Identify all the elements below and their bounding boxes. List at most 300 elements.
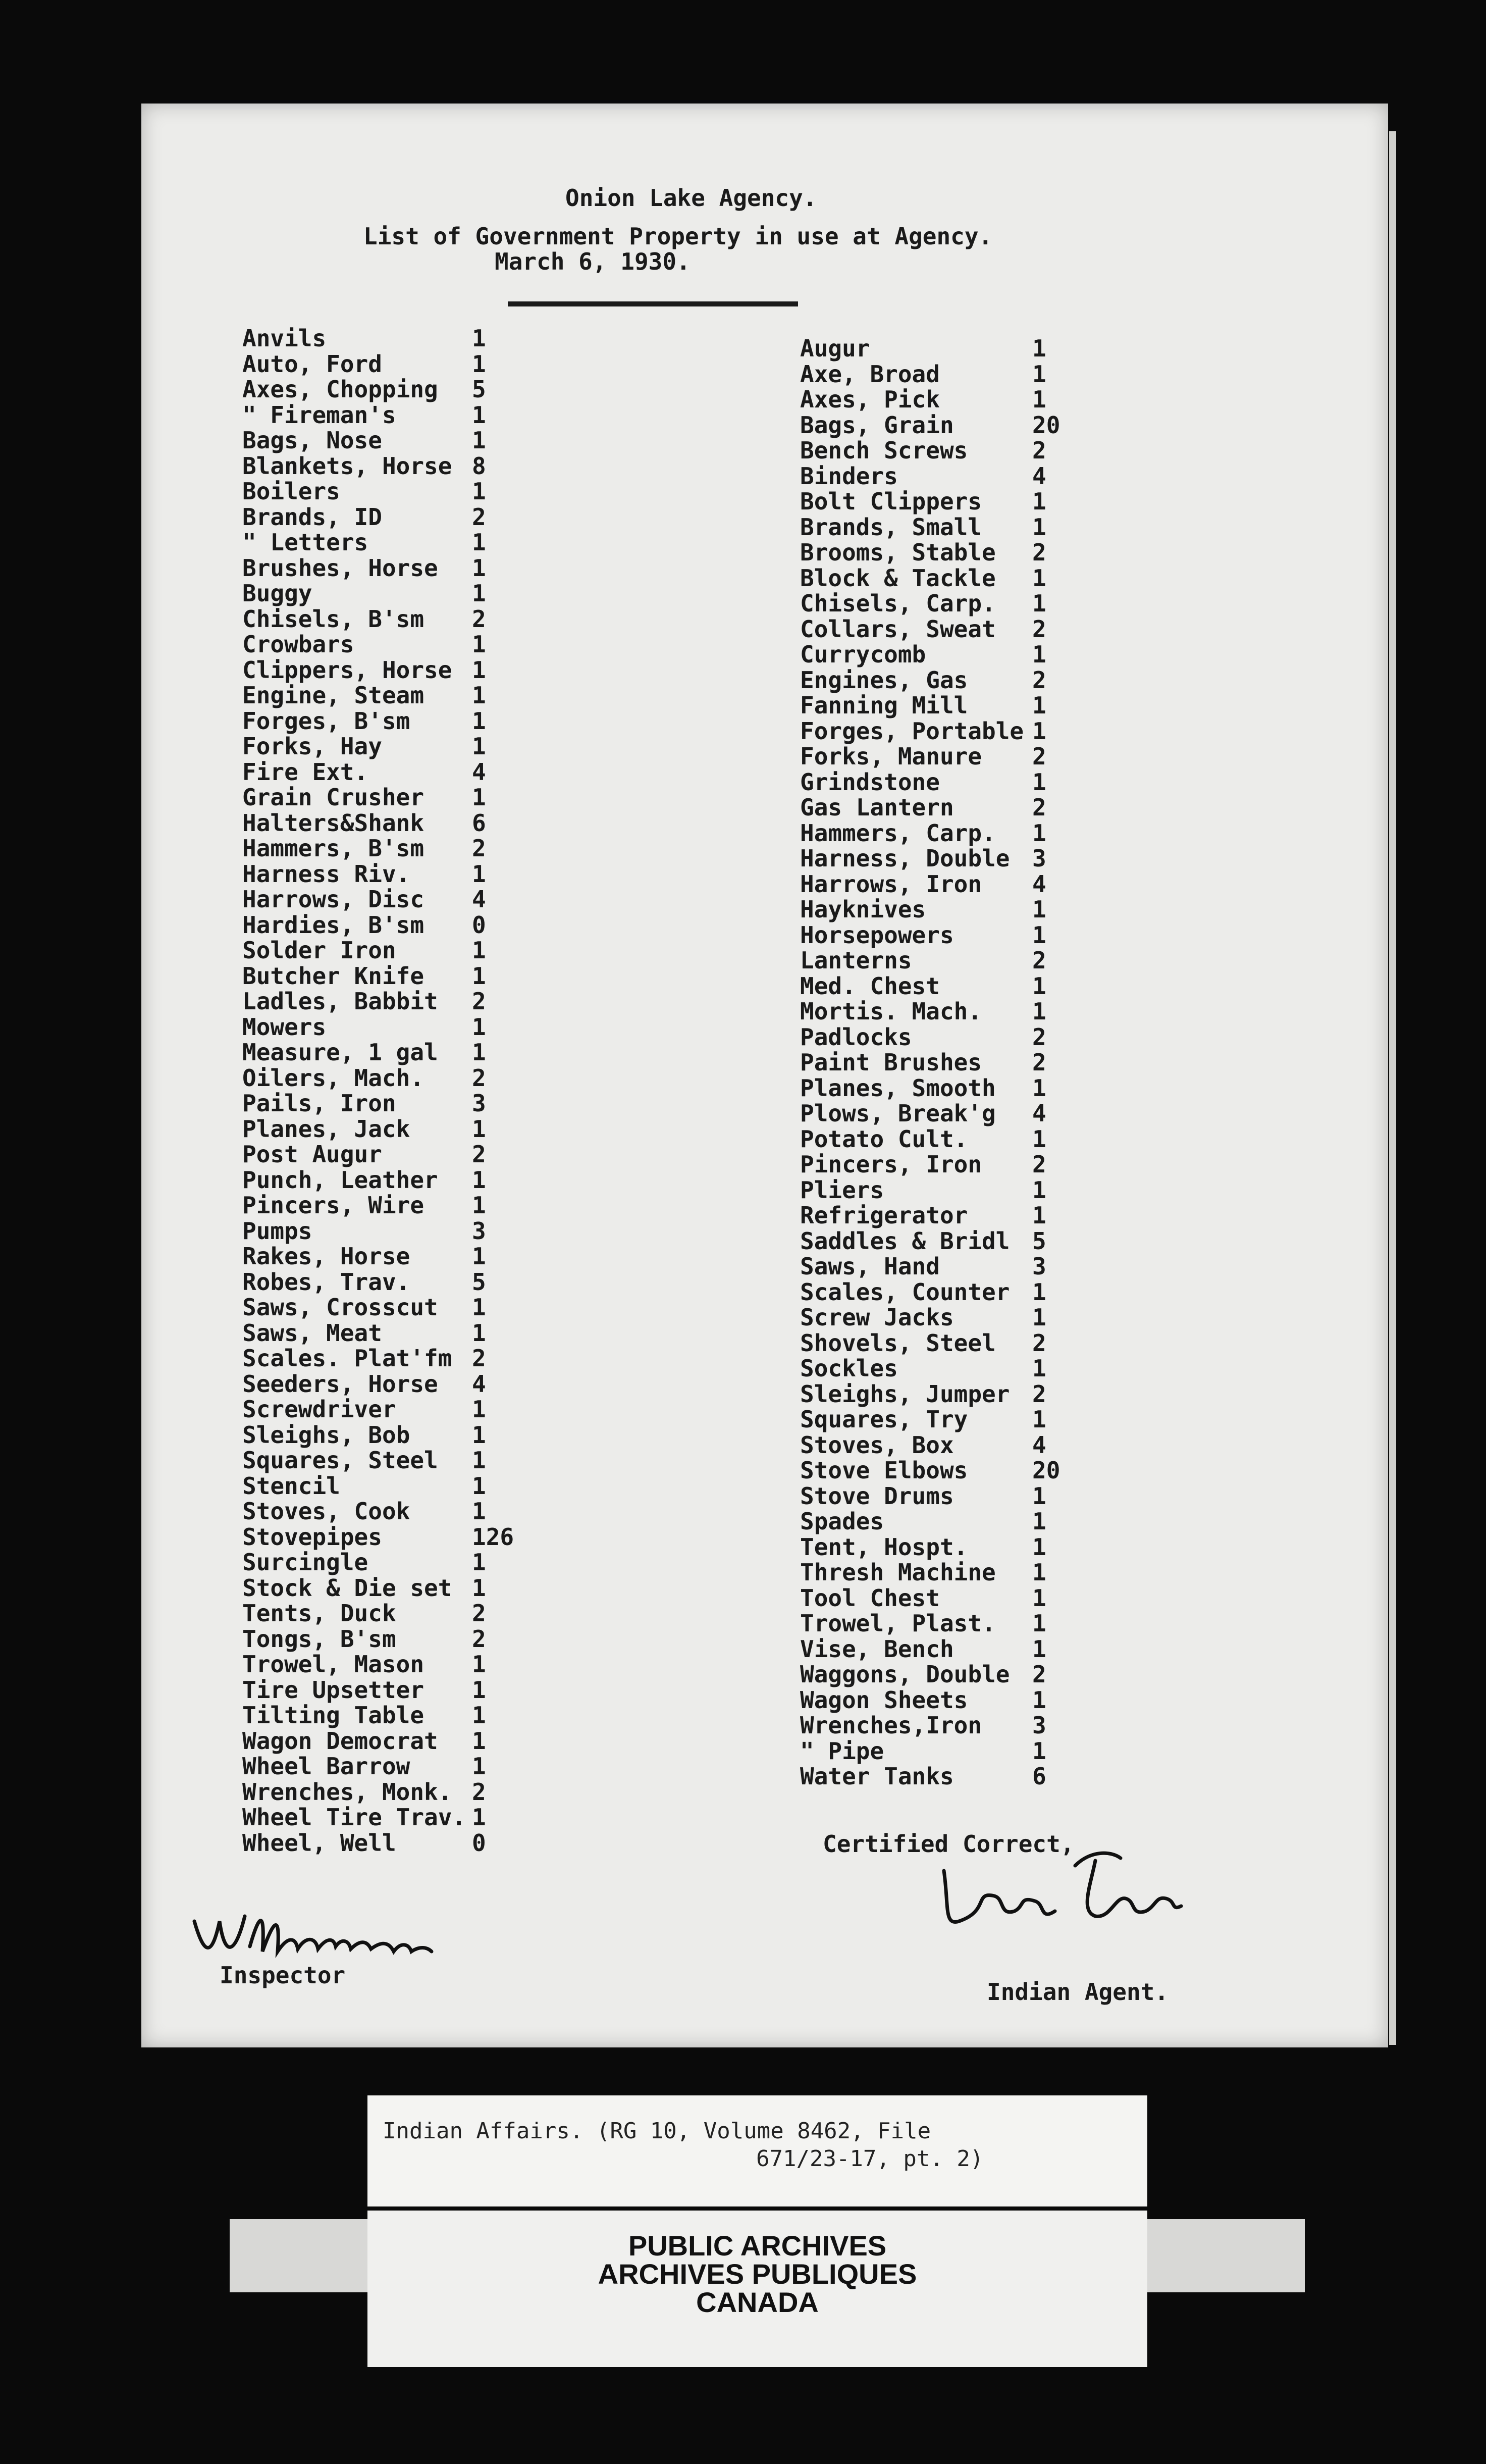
inspector-title: Inspector [220, 1962, 346, 1989]
item-quantity: 1 [1032, 590, 1046, 617]
inventory-row [242, 1652, 533, 1677]
item-quantity: 2 [472, 1600, 486, 1627]
inventory-row [242, 785, 533, 810]
item-name: Harness, Double [800, 845, 1010, 872]
item-name: Tool Chest [800, 1584, 940, 1612]
item-quantity: 20 [1032, 1457, 1060, 1484]
item-name: Halters&Shank [242, 809, 424, 837]
item-name: Seeders, Horse [242, 1370, 438, 1398]
inventory-row [800, 846, 1093, 871]
certification-text: Certified Correct, [823, 1830, 1075, 1858]
inventory-row [242, 1473, 533, 1499]
item-name: Oilers, Mach. [242, 1064, 424, 1092]
item-name: Brands, Small [800, 513, 982, 541]
item-quantity: 1 [472, 1727, 486, 1755]
inventory-row [242, 1167, 533, 1193]
inventory-row [800, 1228, 1093, 1254]
item-quantity: 1 [1032, 1610, 1046, 1637]
item-quantity: 1 [1032, 564, 1046, 592]
item-name: Trowel, Mason [242, 1651, 424, 1678]
item-quantity: 6 [1032, 1763, 1046, 1790]
item-name: Planes, Jack [242, 1115, 410, 1143]
agent-signature [929, 1835, 1191, 1946]
item-quantity: 2 [472, 605, 486, 633]
item-quantity: 2 [472, 835, 486, 862]
item-name: Grain Crusher [242, 784, 424, 811]
item-quantity: 4 [1032, 870, 1046, 898]
inventory-row [800, 1483, 1093, 1509]
inventory-row [242, 989, 533, 1014]
inventory-row [800, 1687, 1093, 1713]
item-name: Mowers [242, 1013, 327, 1041]
inventory-row [800, 591, 1093, 617]
item-quantity: 1 [472, 1574, 486, 1602]
item-name: Stove Elbows [800, 1457, 968, 1484]
item-quantity: 1 [1032, 819, 1046, 847]
inventory-row [800, 999, 1093, 1024]
item-name: Auto, Ford [242, 350, 382, 378]
item-quantity: 6 [472, 809, 486, 837]
item-quantity: 2 [1032, 947, 1046, 974]
right-inventory-column [800, 336, 1093, 1789]
item-quantity: 5 [1032, 1227, 1046, 1255]
item-quantity: 1 [472, 733, 486, 760]
item-quantity: 1 [472, 478, 486, 505]
inventory-row [242, 1091, 533, 1116]
inventory-row [800, 1713, 1093, 1738]
inventory-row [242, 1448, 533, 1473]
item-quantity: 1 [472, 1447, 486, 1474]
inventory-row [800, 693, 1093, 718]
item-name: Rakes, Horse [242, 1243, 410, 1270]
inventory-row [242, 377, 533, 402]
item-name: Engines, Gas [800, 666, 968, 694]
item-quantity: 2 [1032, 1151, 1046, 1178]
item-name: Sleighs, Bob [242, 1421, 410, 1449]
item-name: Solder Iron [242, 937, 396, 964]
item-quantity: 0 [472, 911, 486, 939]
item-name: " Letters [242, 529, 368, 556]
item-quantity: 1 [472, 1702, 486, 1729]
item-quantity: 1 [1032, 921, 1046, 949]
inventory-row [800, 871, 1093, 897]
item-name: Tent, Hospt. [800, 1533, 968, 1561]
inventory-row [800, 489, 1093, 515]
item-quantity: 1 [1032, 513, 1046, 541]
inventory-row [242, 1346, 533, 1371]
inventory-row [242, 1830, 533, 1856]
item-quantity: 1 [472, 325, 486, 352]
item-name: Wheel, Well [242, 1829, 396, 1857]
inventory-row [242, 606, 533, 632]
inventory-row [800, 1560, 1093, 1585]
inventory-row [242, 1626, 533, 1652]
item-name: Tents, Duck [242, 1600, 396, 1627]
item-name: Paint Brushes [800, 1049, 982, 1076]
item-name: Grindstone [800, 768, 940, 796]
inventory-row [800, 1738, 1093, 1764]
item-name: Sleighs, Jumper [800, 1380, 1010, 1408]
item-name: " Pipe [800, 1737, 884, 1765]
item-quantity: 1 [472, 1651, 486, 1678]
item-name: Stovepipes [242, 1523, 382, 1551]
agent-title: Indian Agent. [987, 1978, 1169, 2006]
item-quantity: 1 [472, 401, 486, 429]
item-name: Squares, Try [800, 1406, 968, 1433]
inventory-row [242, 428, 533, 453]
item-quantity: 4 [472, 886, 486, 913]
inventory-row [800, 718, 1093, 744]
item-name: Boilers [242, 478, 340, 505]
item-quantity: 8 [472, 452, 486, 480]
item-name: Crowbars [242, 631, 354, 658]
item-quantity: 2 [1032, 1380, 1046, 1408]
item-quantity: 1 [1032, 717, 1046, 745]
item-quantity: 2 [1032, 1023, 1046, 1051]
item-name: Padlocks [800, 1023, 912, 1051]
item-name: Hayknives [800, 896, 926, 923]
inventory-row [242, 1065, 533, 1091]
item-name: Screw Jacks [800, 1304, 954, 1331]
inventory-row [242, 1014, 533, 1040]
item-name: Forges, Portable [800, 717, 1024, 745]
item-quantity: 1 [1032, 1202, 1046, 1229]
item-quantity: 1 [1032, 1584, 1046, 1612]
item-name: Brushes, Horse [242, 554, 438, 582]
item-name: Hammers, Carp. [800, 819, 996, 847]
item-name: Collars, Sweat [800, 615, 996, 643]
inventory-row [800, 1356, 1093, 1381]
inventory-row [800, 668, 1093, 693]
item-quantity: 1 [1032, 360, 1046, 388]
item-quantity: 4 [1032, 462, 1046, 490]
inventory-row [242, 1371, 533, 1397]
inventory-row [242, 1524, 533, 1550]
item-quantity: 2 [1032, 666, 1046, 694]
archive-stamp-line-2: ARCHIVES PUBLIQUES [598, 2258, 917, 2290]
item-quantity: 1 [472, 1396, 486, 1423]
item-name: Trowel, Plast. [800, 1610, 996, 1637]
inventory-row [800, 336, 1093, 362]
page-edge [1389, 131, 1396, 2045]
item-name: Potato Cult. [800, 1125, 968, 1153]
item-name: Punch, Leather [242, 1166, 438, 1194]
item-quantity: 1 [472, 1039, 486, 1066]
item-name: Wrenches,Iron [800, 1712, 982, 1739]
item-quantity: 1 [472, 1166, 486, 1194]
item-quantity: 1 [1032, 1686, 1046, 1714]
inventory-row [242, 1116, 533, 1142]
inventory-row [800, 1305, 1093, 1330]
item-quantity: 1 [1032, 692, 1046, 719]
item-name: Wheel Barrow [242, 1753, 410, 1780]
item-name: Harrows, Disc [242, 886, 424, 913]
inventory-row [800, 1764, 1093, 1789]
archive-stamp-line-3: CANADA [696, 2286, 819, 2318]
item-quantity: 2 [1032, 539, 1046, 566]
inventory-row [800, 540, 1093, 566]
item-name: Clippers, Horse [242, 656, 452, 684]
reference-line-1: Indian Affairs. (RG 10, Volume 8462, File [383, 2118, 931, 2144]
item-name: Pincers, Wire [242, 1192, 424, 1219]
reference-card [367, 2095, 1147, 2206]
item-name: Pails, Iron [242, 1090, 396, 1117]
item-quantity: 2 [1032, 615, 1046, 643]
document-page [141, 104, 1388, 2047]
item-name: Horsepowers [800, 921, 954, 949]
inventory-row [242, 836, 533, 861]
inventory-row [800, 464, 1093, 489]
item-quantity: 1 [1032, 1278, 1046, 1306]
inventory-row [242, 1320, 533, 1346]
inventory-row [242, 581, 533, 606]
item-quantity: 1 [472, 1115, 486, 1143]
inventory-row [800, 387, 1093, 413]
inventory-row [800, 1432, 1093, 1458]
title-underline [508, 301, 798, 306]
item-name: Saws, Crosscut [242, 1294, 438, 1321]
inventory-row [242, 1499, 533, 1524]
inventory-row [800, 362, 1093, 387]
item-name: Harness Riv. [242, 860, 410, 888]
inventory-row [242, 1218, 533, 1244]
archive-stamp-line-1: PUBLIC ARCHIVES [628, 2230, 887, 2262]
item-quantity: 1 [1032, 641, 1046, 668]
item-quantity: 1 [472, 962, 486, 990]
inventory-row [242, 504, 533, 530]
inventory-row [242, 1728, 533, 1754]
item-quantity: 1 [472, 1753, 486, 1780]
document-title: List of Government Property in use at Agency. [363, 223, 993, 250]
item-quantity: 1 [472, 1472, 486, 1500]
item-quantity: 20 [1032, 411, 1060, 439]
inventory-row [242, 708, 533, 734]
item-quantity: 1 [472, 1421, 486, 1449]
item-quantity: 1 [1032, 1304, 1046, 1331]
inventory-row [800, 1636, 1093, 1662]
left-inventory-column [242, 326, 533, 1856]
item-name: Blankets, Horse [242, 452, 452, 480]
item-quantity: 1 [1032, 1737, 1046, 1765]
item-name: Engine, Steam [242, 682, 424, 709]
item-quantity: 1 [1032, 1635, 1046, 1663]
inventory-row [800, 1279, 1093, 1305]
inventory-row [242, 810, 533, 836]
item-quantity: 1 [472, 1804, 486, 1831]
inventory-row [242, 1244, 533, 1269]
item-name: Sockles [800, 1355, 898, 1382]
item-quantity: 1 [1032, 1482, 1046, 1510]
item-quantity: 1 [472, 1243, 486, 1270]
item-quantity: 1 [1032, 1355, 1046, 1382]
inventory-row [242, 1703, 533, 1728]
inventory-row [242, 1754, 533, 1779]
item-quantity: 1 [1032, 488, 1046, 515]
item-name: Surcingle [242, 1549, 368, 1576]
item-name: Wrenches, Monk. [242, 1778, 452, 1806]
item-name: Stencil [242, 1472, 340, 1500]
item-name: Wagon Sheets [800, 1686, 968, 1714]
item-quantity: 1 [1032, 1406, 1046, 1433]
item-name: Saws, Meat [242, 1319, 382, 1347]
inventory-row [800, 820, 1093, 846]
inventory-row [800, 438, 1093, 464]
item-quantity: 1 [472, 529, 486, 556]
item-name: Waggons, Double [800, 1661, 1010, 1688]
inventory-row [242, 1040, 533, 1065]
inventory-row [242, 530, 533, 555]
item-name: Vise, Bench [800, 1635, 954, 1663]
inventory-row [242, 1805, 533, 1830]
item-name: Pumps [242, 1217, 312, 1245]
item-name: Thresh Machine [800, 1559, 996, 1586]
item-quantity: 1 [1032, 1176, 1046, 1204]
item-name: Brands, ID [242, 503, 382, 531]
item-name: Spades [800, 1508, 884, 1535]
inventory-row [800, 1611, 1093, 1636]
item-name: Chisels, B'sm [242, 605, 424, 633]
item-quantity: 1 [472, 350, 486, 378]
item-name: Water Tanks [800, 1763, 954, 1790]
item-quantity: 1 [1032, 1533, 1046, 1561]
item-quantity: 2 [472, 1064, 486, 1092]
inventory-row [242, 938, 533, 963]
item-quantity: 1 [472, 554, 486, 582]
item-name: Tongs, B'sm [242, 1625, 396, 1653]
inventory-row [242, 683, 533, 708]
inventory-row [242, 912, 533, 938]
inventory-row [242, 1550, 533, 1575]
item-name: Scales, Counter [800, 1278, 1010, 1306]
item-quantity: 3 [1032, 845, 1046, 872]
item-name: Pliers [800, 1176, 884, 1204]
inventory-row [242, 1142, 533, 1167]
item-name: Med. Chest [800, 972, 940, 1000]
item-name: Bags, Grain [800, 411, 954, 439]
inventory-row [242, 351, 533, 377]
item-quantity: 1 [1032, 1074, 1046, 1102]
inventory-row [800, 1509, 1093, 1534]
inventory-row [800, 744, 1093, 769]
inventory-row [800, 1330, 1093, 1356]
item-name: Shovels, Steel [800, 1329, 996, 1357]
item-name: Axe, Broad [800, 360, 940, 388]
inventory-row [242, 1397, 533, 1422]
item-name: Ladles, Babbit [242, 988, 438, 1015]
item-quantity: 2 [1032, 1661, 1046, 1688]
item-quantity: 1 [472, 1549, 486, 1576]
item-name: Scales. Plat'fm [242, 1345, 452, 1372]
inventory-row [800, 1254, 1093, 1279]
item-quantity: 1 [1032, 386, 1046, 413]
inventory-row [800, 948, 1093, 973]
inventory-row [242, 887, 533, 912]
item-quantity: 1 [472, 784, 486, 811]
inventory-row [800, 1075, 1093, 1101]
item-name: Fanning Mill [800, 692, 968, 719]
item-quantity: 2 [1032, 1049, 1046, 1076]
inventory-row [242, 479, 533, 504]
item-quantity: 1 [472, 656, 486, 684]
item-quantity: 1 [1032, 1125, 1046, 1153]
item-name: Fire Ext. [242, 758, 368, 786]
inventory-row [800, 1585, 1093, 1611]
inventory-row [800, 642, 1093, 668]
item-quantity: 3 [1032, 1712, 1046, 1739]
inventory-row [242, 734, 533, 759]
item-name: Hardies, B'sm [242, 911, 424, 939]
document-date: March 6, 1930. [495, 248, 691, 275]
inventory-row [800, 922, 1093, 948]
inventory-row [242, 963, 533, 989]
item-quantity: 2 [1032, 794, 1046, 821]
inventory-row [242, 759, 533, 785]
inventory-row [242, 1575, 533, 1601]
item-name: Planes, Smooth [800, 1074, 996, 1102]
item-quantity: 1 [472, 682, 486, 709]
item-quantity: 1 [472, 631, 486, 658]
item-quantity: 1 [472, 1319, 486, 1347]
item-quantity: 1 [472, 1498, 486, 1525]
item-name: Buggy [242, 580, 312, 607]
item-name: Wagon Democrat [242, 1727, 438, 1755]
item-quantity: 2 [472, 1625, 486, 1653]
item-quantity: 1 [472, 580, 486, 607]
reference-line-2: 671/23-17, pt. 2) [756, 2146, 984, 2172]
inventory-row [800, 413, 1093, 438]
item-name: Anvils [242, 325, 327, 352]
item-quantity: 2 [472, 503, 486, 531]
inventory-row [242, 632, 533, 657]
item-quantity: 0 [472, 1829, 486, 1857]
item-quantity: 2 [1032, 437, 1046, 464]
item-name: Gas Lantern [800, 794, 954, 821]
inventory-row [800, 1177, 1093, 1203]
inventory-row [800, 1050, 1093, 1075]
item-quantity: 1 [1032, 335, 1046, 362]
item-name: Forges, B'sm [242, 707, 410, 735]
item-quantity: 1 [472, 860, 486, 888]
item-name: Currycomb [800, 641, 926, 668]
item-name: Hammers, B'sm [242, 835, 424, 862]
item-name: Stove Drums [800, 1482, 954, 1510]
inventory-row [242, 402, 533, 428]
item-quantity: 1 [1032, 1508, 1046, 1535]
inventory-row [800, 1381, 1093, 1407]
inventory-row [242, 657, 533, 683]
inventory-row [242, 1269, 533, 1295]
inventory-row [800, 1024, 1093, 1050]
item-quantity: 1 [472, 427, 486, 454]
inventory-row [242, 555, 533, 581]
inventory-row [800, 897, 1093, 922]
item-name: Bolt Clippers [800, 488, 982, 515]
inventory-row [242, 1295, 533, 1320]
inventory-row [242, 1193, 533, 1218]
item-quantity: 1 [472, 1192, 486, 1219]
item-quantity: 1 [1032, 896, 1046, 923]
item-name: Post Augur [242, 1141, 382, 1168]
inventory-row [800, 1534, 1093, 1560]
item-quantity: 126 [472, 1523, 514, 1551]
inventory-row [242, 453, 533, 479]
item-name: Plows, Break'g [800, 1100, 996, 1127]
item-quantity: 1 [472, 1294, 486, 1321]
item-name: Chisels, Carp. [800, 590, 996, 617]
item-name: Squares, Steel [242, 1447, 438, 1474]
item-name: Tilting Table [242, 1702, 424, 1729]
item-name: Lanterns [800, 947, 912, 974]
